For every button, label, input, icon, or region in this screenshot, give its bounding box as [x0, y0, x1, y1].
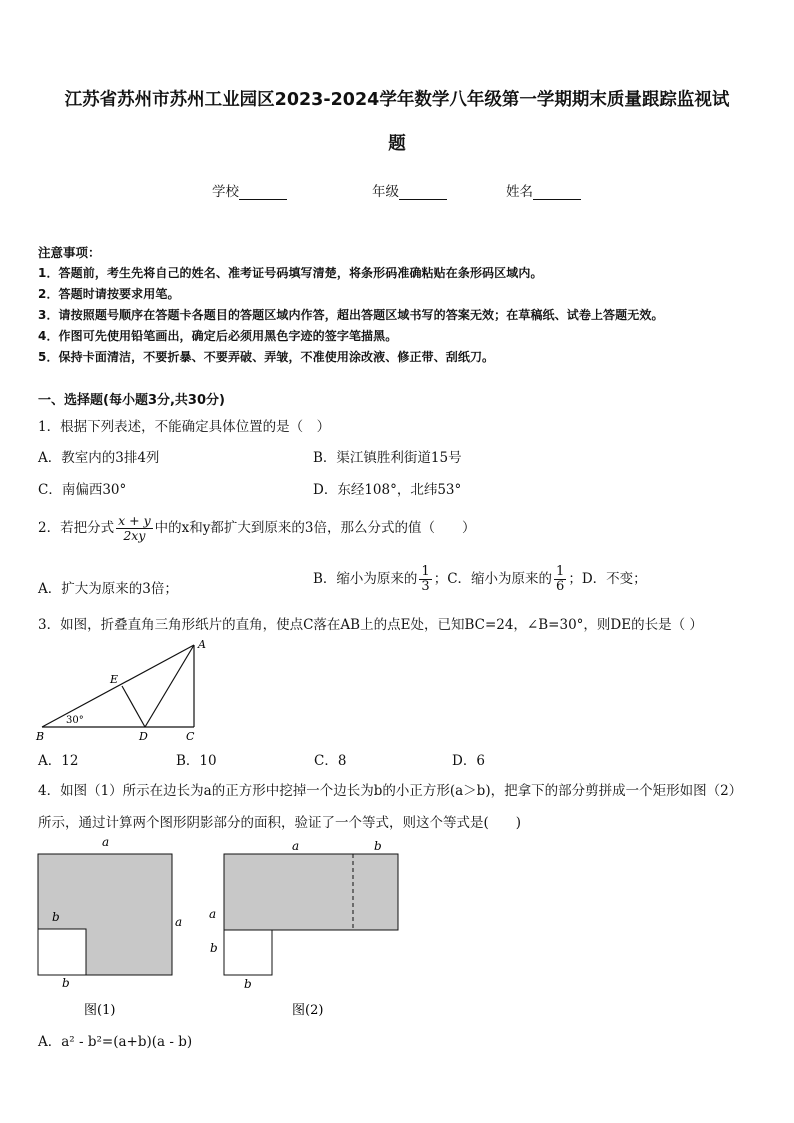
label-e: E	[110, 673, 119, 686]
fig2-label-b-left: b	[210, 941, 218, 955]
fig2-label-a-top: a	[292, 839, 300, 853]
small-square-removed	[38, 929, 86, 975]
q2-stem-post: 中的x和y都扩大到原来的3倍，那么分式的值（ ）	[154, 520, 476, 536]
school-field	[212, 180, 287, 200]
small-square-outline	[224, 930, 272, 975]
grade-blank[interactable]	[399, 185, 447, 200]
section-heading: 一、选择题(每小题3分,共30分)	[38, 393, 225, 408]
note-item: 3．请按照题号顺序在答题卡各题目的答题区域内作答，超出答题区域书写的答案无效；在草稿纸、试卷上答题无效。	[38, 308, 664, 322]
q2-option-a[interactable]: A．扩大为原来的3倍；	[38, 581, 178, 597]
q4-option-a[interactable]: A．a² - b²=(a+b)(a - b)	[38, 1034, 193, 1050]
grade-label: 年级	[372, 184, 399, 200]
q2-option-c[interactable]	[433, 564, 569, 594]
q3-option-d[interactable]: D．6	[452, 753, 485, 769]
q2-fraction	[116, 514, 153, 543]
q2-option-d[interactable]: ；D．不变；	[568, 571, 647, 587]
q2-option-c-fraction	[554, 565, 566, 594]
q2-option-c-text: ；C．缩小为原来的	[433, 571, 553, 587]
q3-triangle-figure	[30, 636, 220, 744]
name-blank[interactable]	[533, 185, 581, 200]
q2-b-den: 3	[421, 579, 430, 594]
label-a: A	[198, 638, 206, 651]
q2-c-num: 1	[556, 564, 565, 579]
label-c: C	[186, 730, 195, 743]
label-d: D	[139, 730, 148, 743]
q2-option-b-fraction	[419, 565, 431, 594]
fig1-label-a-top: a	[102, 835, 110, 849]
q4-figure-2	[204, 833, 404, 1021]
exam-title-line2: 题	[388, 134, 406, 154]
fig2-label-b-top: b	[374, 839, 382, 853]
q1-option-a[interactable]: A．教室内的3排4列	[38, 450, 160, 466]
question-2-stem	[38, 514, 475, 543]
q1-option-b[interactable]: B．渠江镇胜利街道15号	[313, 450, 462, 466]
q2-fraction-num: x + y	[118, 513, 151, 528]
fig1-caption: 图(1)	[84, 1003, 116, 1018]
school-blank[interactable]	[239, 185, 287, 200]
fig1-label-b-bottom: b	[62, 976, 70, 990]
fold-line-ad	[145, 645, 194, 727]
q2-c-den: 6	[556, 579, 565, 594]
side-ab	[42, 645, 194, 727]
q1-option-d[interactable]: D．东经108°，北纬53°	[313, 482, 462, 498]
q3-option-c[interactable]: C．8	[314, 753, 347, 769]
question-4-stem-line2: 所示，通过计算两个图形阴影部分的面积，验证了一个等式，则这个等式是( )	[38, 815, 522, 831]
grade-field	[372, 180, 447, 200]
name-field	[506, 180, 581, 200]
note-item: 2．答题时请按要求用笔。	[38, 287, 180, 301]
exam-title-line1: 江苏省苏州市苏州工业园区2023-2024学年数学八年级第一学期期末质量跟踪监视试	[64, 90, 730, 110]
q2-fraction-den: 2xy	[123, 528, 146, 543]
notes-heading: 注意事项：	[38, 245, 101, 260]
note-item: 1．答题前，考生先将自己的姓名、准考证号码填写清楚，将条形码准确粘贴在条形码区域内。	[38, 266, 543, 280]
note-item: 4．作图可先使用铅笔画出，确定后必须用黑色字迹的签字笔描黑。	[38, 329, 398, 343]
school-label: 学校	[212, 184, 239, 200]
shaded-rectangle	[224, 854, 398, 930]
q2-option-b-text: B．缩小为原来的	[313, 571, 418, 587]
q1-option-c[interactable]: C．南偏西30°	[38, 482, 127, 498]
fig1-label-a-right: a	[175, 915, 183, 929]
label-angle-30: 30°	[66, 715, 84, 726]
question-4-stem-line1: 4．如图（1）所示在边长为a的正方形中挖掉一个边长为b的小正方形(a＞b)，把拿下的部分剪拼成一个矩形如图（2）	[38, 783, 743, 799]
q2-b-num: 1	[421, 564, 430, 579]
q2-options-bcd	[313, 565, 647, 594]
label-b: B	[36, 730, 45, 743]
segment-de	[122, 686, 145, 727]
fig2-label-b-bottom: b	[244, 977, 252, 991]
fig1-label-b-inner: b	[52, 910, 60, 924]
fig2-caption: 图(2)	[292, 1003, 324, 1018]
q3-option-a[interactable]: A．12	[38, 753, 79, 769]
q2-stem-pre: 2．若把分式	[38, 520, 115, 536]
name-label: 姓名	[506, 184, 533, 200]
q3-option-b[interactable]: B．10	[176, 753, 217, 769]
q4-figure-1	[26, 833, 196, 1021]
question-1-stem: 1．根据下列表述，不能确定具体位置的是（ ）	[38, 419, 331, 435]
q2-option-b[interactable]	[313, 564, 434, 594]
fig2-label-a-left: a	[209, 907, 217, 921]
note-item: 5．保持卡面清洁，不要折暴、不要弄破、弄皱，不准使用涂改液、修正带、刮纸刀。	[38, 350, 495, 364]
question-3-stem: 3．如图，折叠直角三角形纸片的直角，使点C落在AB上的点E处，已知BC=24，∠B=30°，则DE的长是（ ）	[38, 617, 703, 633]
